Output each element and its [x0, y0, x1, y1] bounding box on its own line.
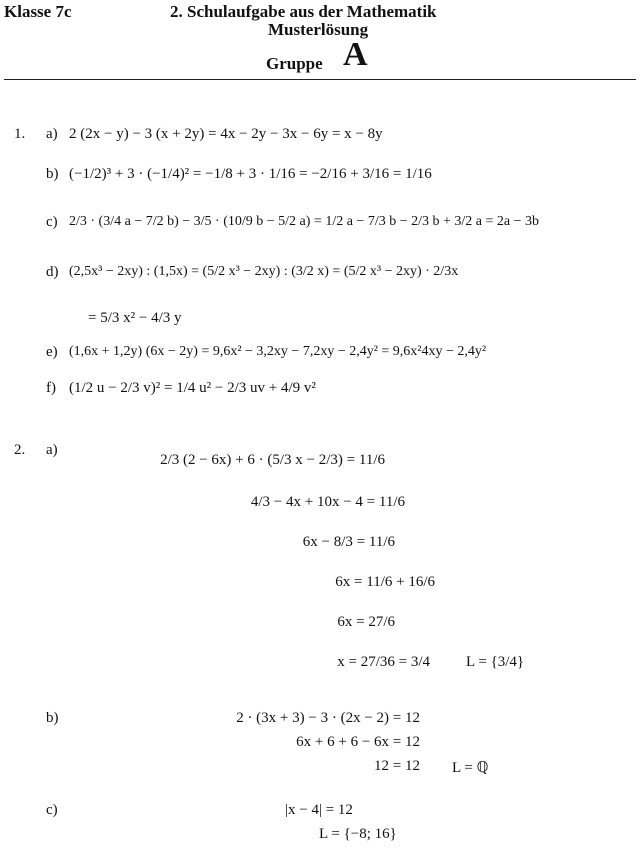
task1-e-expression: (1,6x + 1,2y) (6x − 2y) = 9,6x² − 3,2xy − 7,2xy − 2,4y² = 9,6x²4xy − 2,4y² [69, 344, 487, 359]
task1-c-expression: 2/3 · (3/4 a − 7/2 b) − 3/5 · (10/9 b − 5/2 a) = 1/2 a − 7/3 b − 2/3 b + 3/2 a = 2a − 3b [69, 214, 539, 229]
task1-e-label: e) [46, 344, 58, 360]
task2-b-line-2: 6x + 6 + 6 − 6x = 12 [296, 734, 420, 750]
task2-a-line-1: 2/3 (2 − 6x) + 6 · (5/3 x − 2/3) = 11/6 [160, 452, 385, 468]
task2-a-line-4: 6x = 11/6 + 16/6 [335, 574, 435, 590]
task1-f-label: f) [46, 380, 56, 396]
task2-b-label: b) [46, 710, 59, 726]
task2-a-line-6: x = 27/36 = 3/4 [337, 654, 430, 670]
task2-number: 2. [14, 442, 26, 458]
task1-b-expression: (−1/2)³ + 3 · (−1/4)² = −1/8 + 3 · 1/16 = −2/16 + 3/16 = 1/16 [69, 166, 432, 182]
task2-a-line-2: 4/3 − 4x + 10x − 4 = 11/6 [250, 494, 405, 510]
task2-a-label: a) [46, 442, 58, 458]
exam-title: 2. Schulaufgabe aus der Mathematik [170, 2, 437, 21]
task1-d-continuation: = 5/3 x² − 4/3 y [88, 310, 182, 326]
task2-a-solution-set: L = {3/4} [466, 654, 525, 670]
task2-c-line-1: |x − 4| = 12 [285, 802, 353, 818]
task2-b-solution-set: L = ℚ [452, 760, 489, 776]
task1-b-label: b) [46, 166, 59, 182]
task1-d-label: d) [46, 264, 59, 280]
task2-c-label: c) [46, 802, 58, 818]
task1-a-expression: 2 (2x − y) − 3 (x + 2y) = 4x − 2y − 3x − 6y = x − 8y [69, 126, 383, 142]
task2-b-line-1: 2 · (3x + 3) − 3 · (2x − 2) = 12 [236, 710, 420, 726]
task2-a-line-3: 6x − 8/3 = 11/6 [302, 534, 395, 550]
task1-number: 1. [14, 126, 26, 142]
task1-f-expression: (1/2 u − 2/3 v)² = 1/4 u² − 2/3 uv + 4/9 v² [69, 380, 316, 396]
task2-c-solution-set: L = {−8; 16} [319, 826, 397, 842]
header-divider [4, 79, 636, 80]
exam-subtitle: Musterlösung [268, 20, 369, 39]
task2-b-line-3: 12 = 12 [374, 758, 420, 774]
task1-d-expression: (2,5x³ − 2xy) : (1,5x) = (5/2 x³ − 2xy) : (3/2 x) = (5/2 x³ − 2xy) · 2/3x [69, 264, 459, 279]
class-label: Klasse 7c [4, 2, 72, 21]
task1-c-label: c) [46, 214, 58, 230]
group-letter: A [343, 36, 368, 73]
task1-a-label: a) [46, 126, 58, 142]
group-label: Gruppe [266, 54, 323, 73]
task2-a-line-5: 6x = 27/6 [337, 614, 395, 630]
